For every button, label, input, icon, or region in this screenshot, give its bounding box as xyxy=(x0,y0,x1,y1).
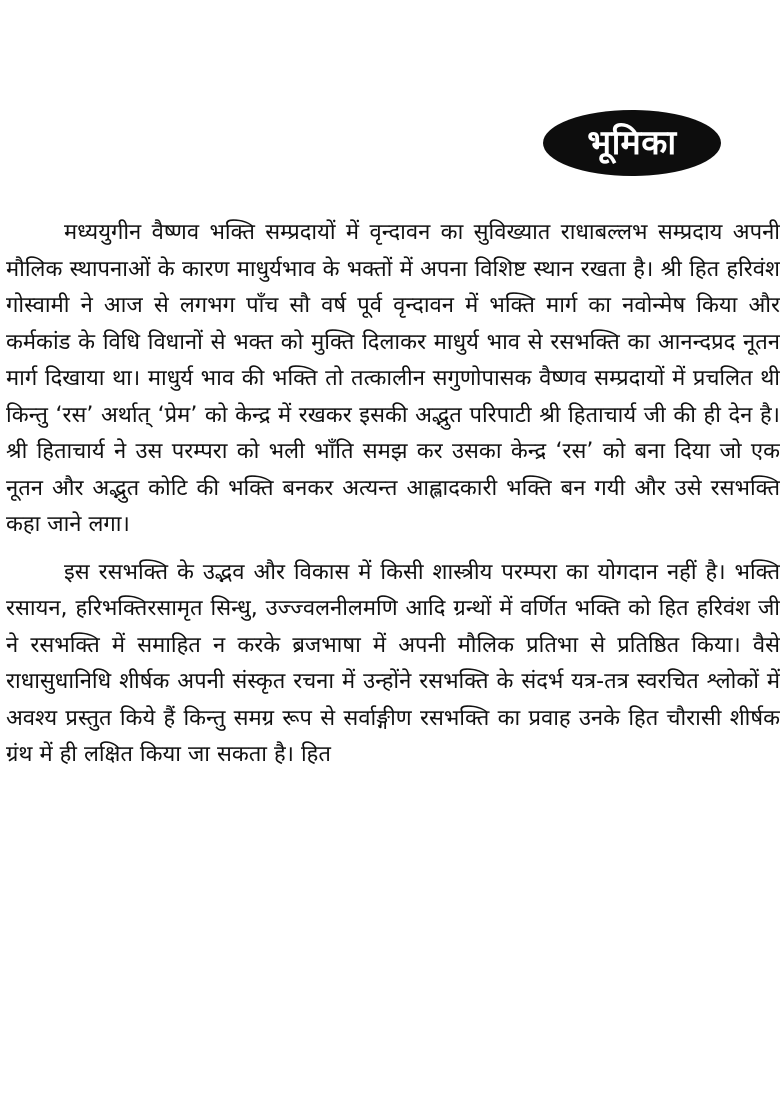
page-heading: भूमिका xyxy=(587,123,677,163)
body-text xyxy=(6,215,780,774)
paragraph-2: इस रसभक्ति के उद्भव और विकास में किसी शास्त्रीय परम्परा का योगदान नहीं है। भक्ति रसायन, हरिभक्तिरसामृत सिन्धु, उज्ज्वलनीलमणि आदि ग्रन्थों में वर्णित भक्ति को हित हरिवंश जी ने रसभक्ति में समाहित न करके ब्रजभाषा में अपनी मौलिक प्रतिभा से प्रतिष्ठित किया। वैसे राधासुधानिधि शीर्षक अपनी संस्कृत रचना में उन्होंने रसभक्ति के संदर्भ यत्र-तत्र स्वरचित श्लोकों में अवश्य प्रस्तुत किये हैं किन्तु समग्र रूप से सर्वाङ्गीण रसभक्ति का प्रवाह उनके हित चौरासी शीर्षक ग्रंथ में ही लक्षित किया जा सकता है। हित xyxy=(6,559,780,767)
paragraph-1: मध्ययुगीन वैष्णव भक्ति सम्प्रदायों में वृन्दावन का सुविख्यात राधाबल्लभ सम्प्रदाय अपनी मौलिक स्थापनाओं के कारण माधुर्यभाव के भक्तों में अपना विशिष्ट स्थान रखता है। श्री हित हरिवंश गोस्वामी ने आज से लगभग पाँच सौ वर्ष पूर्व वृन्दावन में भक्ति मार्ग का नवोन्मेष किया और कर्मकांड के विधि विधानों से भक्त को मुक्ति दिलाकर माधुर्य भाव से रसभक्ति का आनन्दप्रद नूतन मार्ग दिखाया था। माधुर्य भाव की भक्ति तो तत्कालीन सगुणोपासक वैष्णव सम्प्रदायों में प्रचलित थी किन्तु ‘रस’ अर्थात् ‘प्रेम’ को केन्द्र में रखकर इसकी अद्भुत परिपाटी श्री हिताचार्य जी की ही देन है। श्री हिताचार्य ने उस परम्परा को भली भाँति समझ कर उसका केन्द्र ‘रस’ को बना दिया जो एक नूतन और अद्भुत कोटि की भक्ति बनकर अत्यन्त आह्लादकारी भक्ति बन गयी और उसे रसभक्ति कहा जाने लगा। xyxy=(6,220,780,537)
heading-badge xyxy=(543,110,721,176)
